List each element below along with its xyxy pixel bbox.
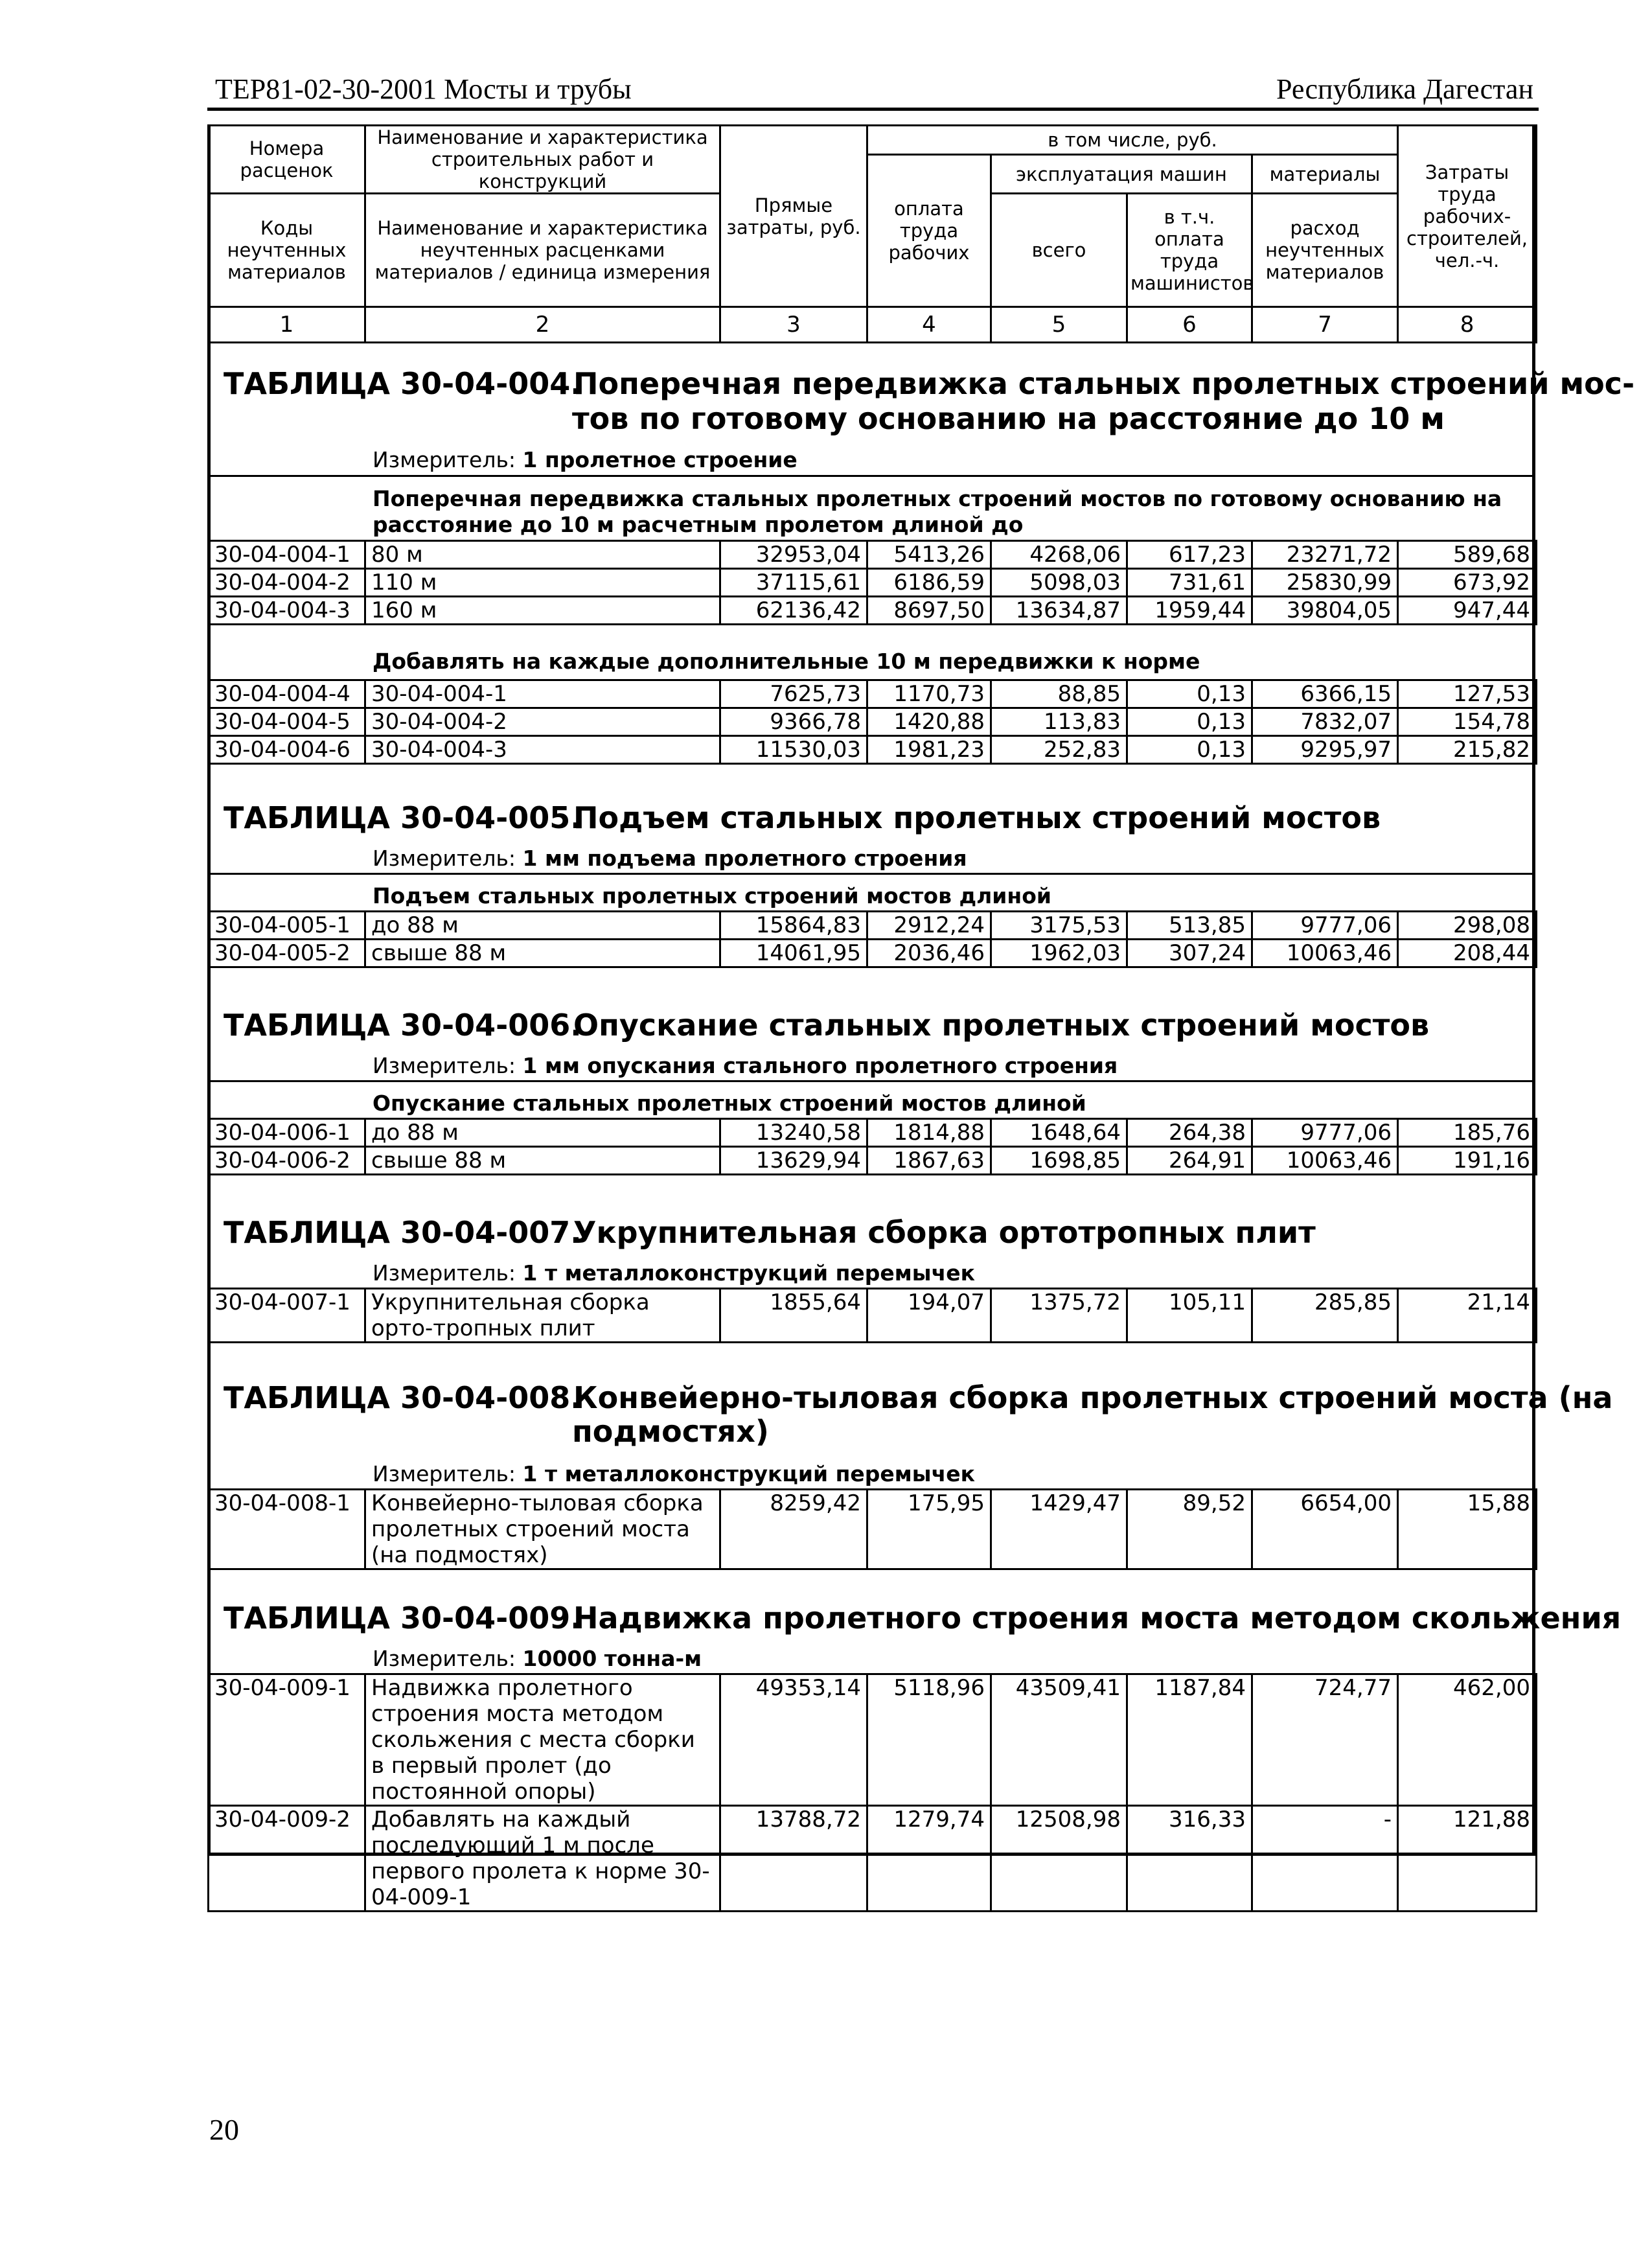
rate-value: 5118,96 [867, 1674, 991, 1806]
rates-table [207, 1673, 1537, 1912]
rate-value: 62136,42 [720, 597, 867, 625]
rate-value: 0,13 [1127, 680, 1252, 708]
rate-value: 264,91 [1127, 1147, 1252, 1175]
rate-value: 208,44 [1398, 940, 1537, 967]
measure-line: Измеритель: 1 мм опускания стального пролетного строения [373, 1053, 1118, 1078]
col2-bottom: Наименование и характеристика неучтенных расценками материалов / единица измерения [365, 194, 720, 307]
rate-value: - [1252, 1806, 1398, 1912]
rates-table [207, 540, 1537, 625]
rate-value: 1867,63 [867, 1147, 991, 1175]
rate-code: 30-04-009-2 [209, 1806, 365, 1912]
section-title: ТАБЛИЦА 30-04-004.Поперечная передвижка стальных пролетных строений мос- [224, 366, 1635, 401]
rate-value: 37115,61 [720, 569, 867, 597]
rate-description: до 88 м [365, 912, 720, 940]
rate-code: 30-04-007-1 [209, 1289, 365, 1343]
rate-value: 194,07 [867, 1289, 991, 1343]
group-header: в том числе, руб. [867, 126, 1398, 155]
rate-value: 88,85 [991, 680, 1127, 708]
rates-table [207, 910, 1537, 968]
document-code: ТЕР81-02-30-2001 Мосты и трубы [215, 73, 632, 105]
rate-value: 15,88 [1398, 1490, 1537, 1569]
rate-value: 215,82 [1398, 736, 1537, 764]
group-label: Опускание стальных пролетных строений мостов длиной [373, 1091, 1086, 1116]
rate-value: 2912,24 [867, 912, 991, 940]
table-row [209, 1119, 1537, 1147]
col-num: 6 [1127, 307, 1252, 343]
section-title: ТАБЛИЦА 30-04-005.Подъем стальных пролетных строений мостов [224, 800, 1381, 835]
rate-description: свыше 88 м [365, 940, 720, 967]
rate-code: 30-04-004-3 [209, 597, 365, 625]
rate-value: 21,14 [1398, 1289, 1537, 1343]
rate-value: 23271,72 [1252, 541, 1398, 569]
rate-value: 191,16 [1398, 1147, 1537, 1175]
column-numbers [209, 307, 1537, 343]
measure-line: Измеритель: 1 т металлоконструкций перемычек [373, 1461, 976, 1486]
rate-code: 30-04-004-4 [209, 680, 365, 708]
rate-value: 1698,85 [991, 1147, 1127, 1175]
rate-value: 6186,59 [867, 569, 991, 597]
rate-value: 39804,05 [1252, 597, 1398, 625]
section-title: ТАБЛИЦА 30-04-006.Опускание стальных пролетных строений мостов [224, 1008, 1430, 1043]
rate-value: 9366,78 [720, 708, 867, 736]
measure-line: Измеритель: 10000 тонна-м [373, 1646, 702, 1671]
measure-line: Измеритель: 1 пролетное строение [373, 447, 797, 472]
rate-code: 30-04-008-1 [209, 1490, 365, 1569]
table-row [209, 1490, 1537, 1569]
table-row [209, 912, 1537, 940]
rate-description: свыше 88 м [365, 1147, 720, 1175]
rate-code: 30-04-004-6 [209, 736, 365, 764]
rate-description: 30-04-004-2 [365, 708, 720, 736]
rate-value: 1962,03 [991, 940, 1127, 967]
column-header [207, 124, 1537, 343]
rate-value: 9295,97 [1252, 736, 1398, 764]
rate-value: 10063,46 [1252, 1147, 1398, 1175]
col-num: 2 [365, 307, 720, 343]
section-title: ТАБЛИЦА 30-04-007.Укрупнительная сборка ортотропных плит [224, 1215, 1316, 1250]
rate-value: 731,61 [1127, 569, 1252, 597]
col2-top: Наименование и характеристика строительных работ и конструкций [365, 126, 720, 194]
rate-description: Надвижка пролетного строения моста методом скольжения с места сборки в первый пролет (до постоянной опоры) [365, 1674, 720, 1806]
rate-value: 1187,84 [1127, 1674, 1252, 1806]
rate-value: 14061,95 [720, 940, 867, 967]
rate-value: 316,33 [1127, 1806, 1252, 1912]
rate-description: 30-04-004-1 [365, 680, 720, 708]
col-num: 8 [1398, 307, 1537, 343]
rate-value: 11530,03 [720, 736, 867, 764]
rate-value: 0,13 [1127, 708, 1252, 736]
rate-value: 175,95 [867, 1490, 991, 1569]
rate-description: Укрупнительная сборка орто-тропных плит [365, 1289, 720, 1343]
table-row [209, 940, 1537, 967]
rate-value: 185,76 [1398, 1119, 1537, 1147]
rate-code: 30-04-005-2 [209, 940, 365, 967]
col4-header: оплата труда рабочих [867, 155, 991, 307]
rate-value: 285,85 [1252, 1289, 1398, 1343]
rate-value: 113,83 [991, 708, 1127, 736]
rate-description: Добавлять на каждый последующий 1 м после первого пролета к норме 30-04-009-1 [365, 1806, 720, 1912]
col-num: 3 [720, 307, 867, 343]
rate-value: 1981,23 [867, 736, 991, 764]
col6-header: в т.ч. оплата труда машинистов [1127, 194, 1252, 307]
col5-header: всего [991, 194, 1127, 307]
rate-value: 105,11 [1127, 1289, 1252, 1343]
rate-code: 30-04-006-1 [209, 1119, 365, 1147]
rate-value: 1375,72 [991, 1289, 1127, 1343]
table-row [209, 1289, 1537, 1343]
rate-code: 30-04-009-1 [209, 1674, 365, 1806]
table-row [209, 736, 1537, 764]
measure-line: Измеритель: 1 мм подъема пролетного строения [373, 846, 967, 871]
rates-table [207, 1288, 1537, 1343]
rate-description: 30-04-004-3 [365, 736, 720, 764]
rate-description: Конвейерно-тыловая сборка пролетных строений моста (на подмостях) [365, 1490, 720, 1569]
rate-value: 2036,46 [867, 940, 991, 967]
group-label: Добавлять на каждые дополнительные 10 м передвижки к норме [373, 649, 1200, 674]
rate-value: 13240,58 [720, 1119, 867, 1147]
rate-value: 5098,03 [991, 569, 1127, 597]
rate-value: 1855,64 [720, 1289, 867, 1343]
rate-value: 947,44 [1398, 597, 1537, 625]
rate-value: 1648,64 [991, 1119, 1127, 1147]
table-row [209, 597, 1537, 625]
rate-value: 43509,41 [991, 1674, 1127, 1806]
rate-code: 30-04-005-1 [209, 912, 365, 940]
table-row [209, 1147, 1537, 1175]
rate-description: до 88 м [365, 1119, 720, 1147]
divider [207, 475, 1535, 477]
rate-value: 3175,53 [991, 912, 1127, 940]
col-num: 4 [867, 307, 991, 343]
rate-value: 5413,26 [867, 541, 991, 569]
rate-value: 10063,46 [1252, 940, 1398, 967]
rate-value: 49353,14 [720, 1674, 867, 1806]
machines-header: эксплуатация машин [991, 155, 1252, 194]
rate-value: 307,24 [1127, 940, 1252, 967]
divider [207, 1080, 1535, 1082]
section-title-line2: подмостях) [572, 1414, 769, 1449]
rate-value: 8697,50 [867, 597, 991, 625]
divider [207, 873, 1535, 875]
table-row [209, 1806, 1537, 1912]
rate-value: 7625,73 [720, 680, 867, 708]
rates-table [207, 679, 1537, 765]
table-row [209, 541, 1537, 569]
rate-value: 13788,72 [720, 1806, 867, 1912]
rate-value: 12508,98 [991, 1806, 1127, 1912]
table-row [209, 569, 1537, 597]
rate-value: 1429,47 [991, 1490, 1127, 1569]
page-number: 20 [209, 2113, 239, 2146]
rate-value: 6654,00 [1252, 1490, 1398, 1569]
rate-code: 30-04-004-1 [209, 541, 365, 569]
col1-bottom: Коды неучтенных материалов [209, 194, 365, 307]
rate-value: 32953,04 [720, 541, 867, 569]
rate-value: 9777,06 [1252, 912, 1398, 940]
rate-value: 513,85 [1127, 912, 1252, 940]
rate-value: 121,88 [1398, 1806, 1537, 1912]
table-row [209, 1674, 1537, 1806]
table-row [209, 680, 1537, 708]
col3-header: Прямые затраты, руб. [720, 126, 867, 307]
rate-value: 6366,15 [1252, 680, 1398, 708]
rate-value: 1959,44 [1127, 597, 1252, 625]
rate-value: 1279,74 [867, 1806, 991, 1912]
rate-value: 1814,88 [867, 1119, 991, 1147]
section-title: ТАБЛИЦА 30-04-008.Конвейерно-тыловая сборка пролетных строений моста (на [224, 1380, 1613, 1415]
rate-description: 160 м [365, 597, 720, 625]
region-name: Республика Дагестан [1276, 73, 1533, 105]
materials-header: материалы [1252, 155, 1398, 194]
col8-header: Затраты труда рабочих-строителей, чел.-ч. [1398, 126, 1537, 307]
group-label: Подъем стальных пролетных строений мостов длиной [373, 883, 1051, 908]
rate-description: 80 м [365, 541, 720, 569]
page-header [207, 73, 1539, 111]
section-title-line2: тов по готовому основанию на расстояние до 10 м [572, 401, 1445, 436]
col1-top: Номера расценок [209, 126, 365, 194]
rate-value: 724,77 [1252, 1674, 1398, 1806]
col7-header: расход неучтенных материалов [1252, 194, 1398, 307]
rate-value: 0,13 [1127, 736, 1252, 764]
col-num: 5 [991, 307, 1127, 343]
col-num: 1 [209, 307, 365, 343]
rate-code: 30-04-006-2 [209, 1147, 365, 1175]
rate-code: 30-04-004-5 [209, 708, 365, 736]
rate-value: 617,23 [1127, 541, 1252, 569]
col-num: 7 [1252, 307, 1398, 343]
group-label: Поперечная передвижка стальных пролетных строений мостов по готовому основанию на расстояние до 10 м расчетным пролетом длиной до [373, 486, 1502, 537]
rate-value: 15864,83 [720, 912, 867, 940]
rate-value: 4268,06 [991, 541, 1127, 569]
rate-description: 110 м [365, 569, 720, 597]
rate-value: 8259,42 [720, 1490, 867, 1569]
rate-value: 13629,94 [720, 1147, 867, 1175]
rate-value: 252,83 [991, 736, 1127, 764]
rate-value: 589,68 [1398, 541, 1537, 569]
rate-value: 1170,73 [867, 680, 991, 708]
rate-value: 89,52 [1127, 1490, 1252, 1569]
measure-line: Измеритель: 1 т металлоконструкций перемычек [373, 1260, 976, 1286]
rate-value: 1420,88 [867, 708, 991, 736]
section-title: ТАБЛИЦА 30-04-009.Надвижка пролетного строения моста методом скольжения [224, 1601, 1622, 1635]
rates-table [207, 1488, 1537, 1570]
rate-value: 462,00 [1398, 1674, 1537, 1806]
rate-value: 13634,87 [991, 597, 1127, 625]
rates-table [207, 1118, 1537, 1175]
rate-value: 673,92 [1398, 569, 1537, 597]
rate-value: 264,38 [1127, 1119, 1252, 1147]
rate-value: 25830,99 [1252, 569, 1398, 597]
rate-code: 30-04-004-2 [209, 569, 365, 597]
rate-value: 154,78 [1398, 708, 1537, 736]
rate-value: 127,53 [1398, 680, 1537, 708]
rate-value: 9777,06 [1252, 1119, 1398, 1147]
rate-value: 7832,07 [1252, 708, 1398, 736]
table-row [209, 708, 1537, 736]
rate-value: 298,08 [1398, 912, 1537, 940]
